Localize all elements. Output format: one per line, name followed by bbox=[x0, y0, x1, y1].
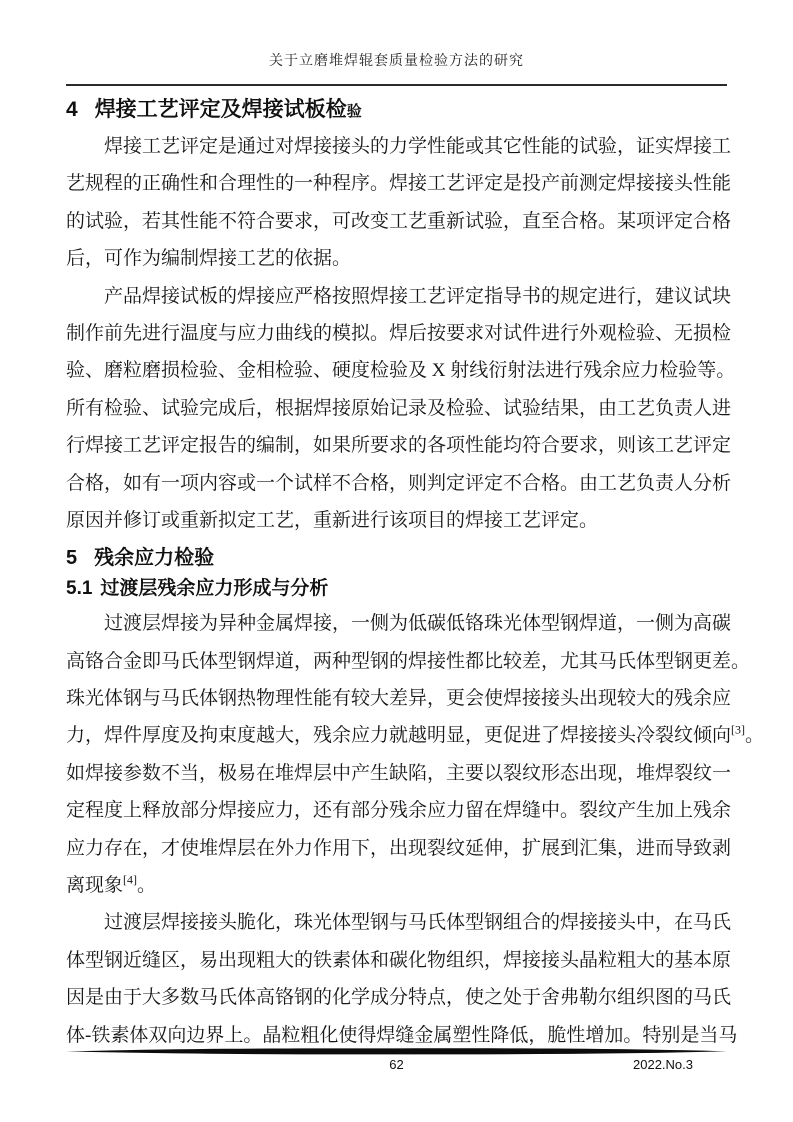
text-line: 珠光体钢与马氏体钢热物理性能有较大差异，更会使焊接接头出现较大的残余应 bbox=[66, 688, 732, 710]
text-line: 艺规程的正确性和合理性的一种程序。焊接工艺评定是投产前测定焊接接头性能 bbox=[66, 173, 732, 195]
paragraph bbox=[66, 128, 732, 278]
subsection-title: 过渡层残余应力形成与分析 bbox=[100, 578, 329, 600]
section-5-heading bbox=[66, 543, 727, 573]
subsection-number: 5.1 bbox=[66, 578, 93, 600]
text-line: 产品焊接试板的焊接应严格按照焊接工艺评定指导书的规定进行，建议试块 bbox=[104, 285, 732, 307]
footer-rule-bar bbox=[66, 1047, 727, 1056]
running-header: 关于立磨堆焊辊套质量检验方法的研究 bbox=[269, 54, 524, 69]
text-line: 验、磨粒磨损检验、金相检验、硬度检验及 X 射线衍射法进行残余应力检验等。 bbox=[66, 360, 736, 382]
text-line: 体-铁素体双向边界上。晶粒粗化使得焊缝金属塑性降低，脆性增加。特别是当马 bbox=[66, 1024, 738, 1046]
text-line: 合格，如有一项内容或一个试样不合格，则判定评定不合格。由工艺负责人分析 bbox=[66, 472, 732, 494]
text-line: 离现象[4]。 bbox=[66, 872, 157, 897]
footer-text-row bbox=[66, 1057, 727, 1075]
page-footer bbox=[66, 1047, 727, 1075]
paragraph bbox=[66, 605, 765, 904]
text-line: 因是由于大多数马氏体高铬钢的化学成分特点，使之处于舍弗勒尔组织图的马氏 bbox=[66, 987, 732, 1009]
text-line: 的试验，若其性能不符合要求，可改变工艺重新试验，直至合格。某项评定合格 bbox=[66, 210, 732, 232]
text-line: 定程度上释放部分焊接应力，还有部分残余应力留在焊缝中。裂纹产生加上残余 bbox=[66, 800, 732, 822]
page-content bbox=[66, 0, 765, 1054]
text-line: 所有检验、试验完成后，根据焊接原始记录及检验、试验结果，由工艺负责人进 bbox=[66, 397, 732, 419]
issue-label: 2022.No.3 bbox=[633, 1057, 693, 1072]
page-number: 62 bbox=[389, 1057, 404, 1072]
text-line: 力，焊件厚度及拘束度越大，残余应力就越明显，更促进了焊接接头冷裂纹倾向[3]。 bbox=[66, 723, 765, 747]
header-divider bbox=[66, 84, 727, 86]
text-line: 体型钢近缝区，易出现粗大的铁素体和碳化物组织，焊接接头晶粒粗大的基本原 bbox=[66, 949, 732, 971]
text-line: 后，可作为编制焊接工艺的依据。 bbox=[66, 248, 352, 270]
text-line: 高铬合金即马氏体型钢焊道，两种型钢的焊接性都比较差，尤其马氏体型钢更差。 bbox=[66, 650, 751, 672]
section-title: 焊接工艺评定及焊接试板检 bbox=[94, 98, 347, 121]
text-line: 焊接工艺评定是通过对焊接接头的力学性能或其它性能的试验，证实焊接工 bbox=[104, 136, 732, 157]
text-line: 行焊接工艺评定报告的编制，如果所要求的各项性能均符合要求，则该工艺评定 bbox=[66, 435, 732, 457]
paragraph bbox=[66, 278, 736, 540]
section-5-1-heading bbox=[66, 575, 727, 603]
text-line: 原因并修订或重新拟定工艺，重新进行该项目的焊接工艺评定。 bbox=[66, 509, 599, 531]
text-line: 过渡层焊接接头脆化，珠光体型钢与马氏体型钢组合的焊接接头中，在马氏 bbox=[104, 912, 732, 934]
section-title-tail: 验 bbox=[346, 103, 362, 120]
text-line: 应力存在，才使堆焊层在外力作用下，出现裂纹延伸，扩展到汇集，进而导致剥 bbox=[66, 837, 732, 859]
section-4-heading bbox=[66, 96, 727, 126]
text-line: 过渡层焊接为异种金属焊接，一侧为低碳低铬珠光体型钢焊道，一侧为高碳 bbox=[104, 613, 732, 635]
section-title: 残余应力检验 bbox=[94, 547, 215, 570]
paragraph bbox=[66, 904, 738, 1054]
text-line: 如焊接参数不当，极易在堆焊层中产生缺陷，主要以裂纹形态出现，堆焊裂纹一 bbox=[66, 762, 732, 784]
text-line: 制作前先进行温度与应力曲线的模拟。焊后按要求对试件进行外观检验、无损检 bbox=[66, 322, 732, 344]
section-number: 4 bbox=[66, 98, 78, 121]
section-number: 5 bbox=[66, 547, 78, 570]
